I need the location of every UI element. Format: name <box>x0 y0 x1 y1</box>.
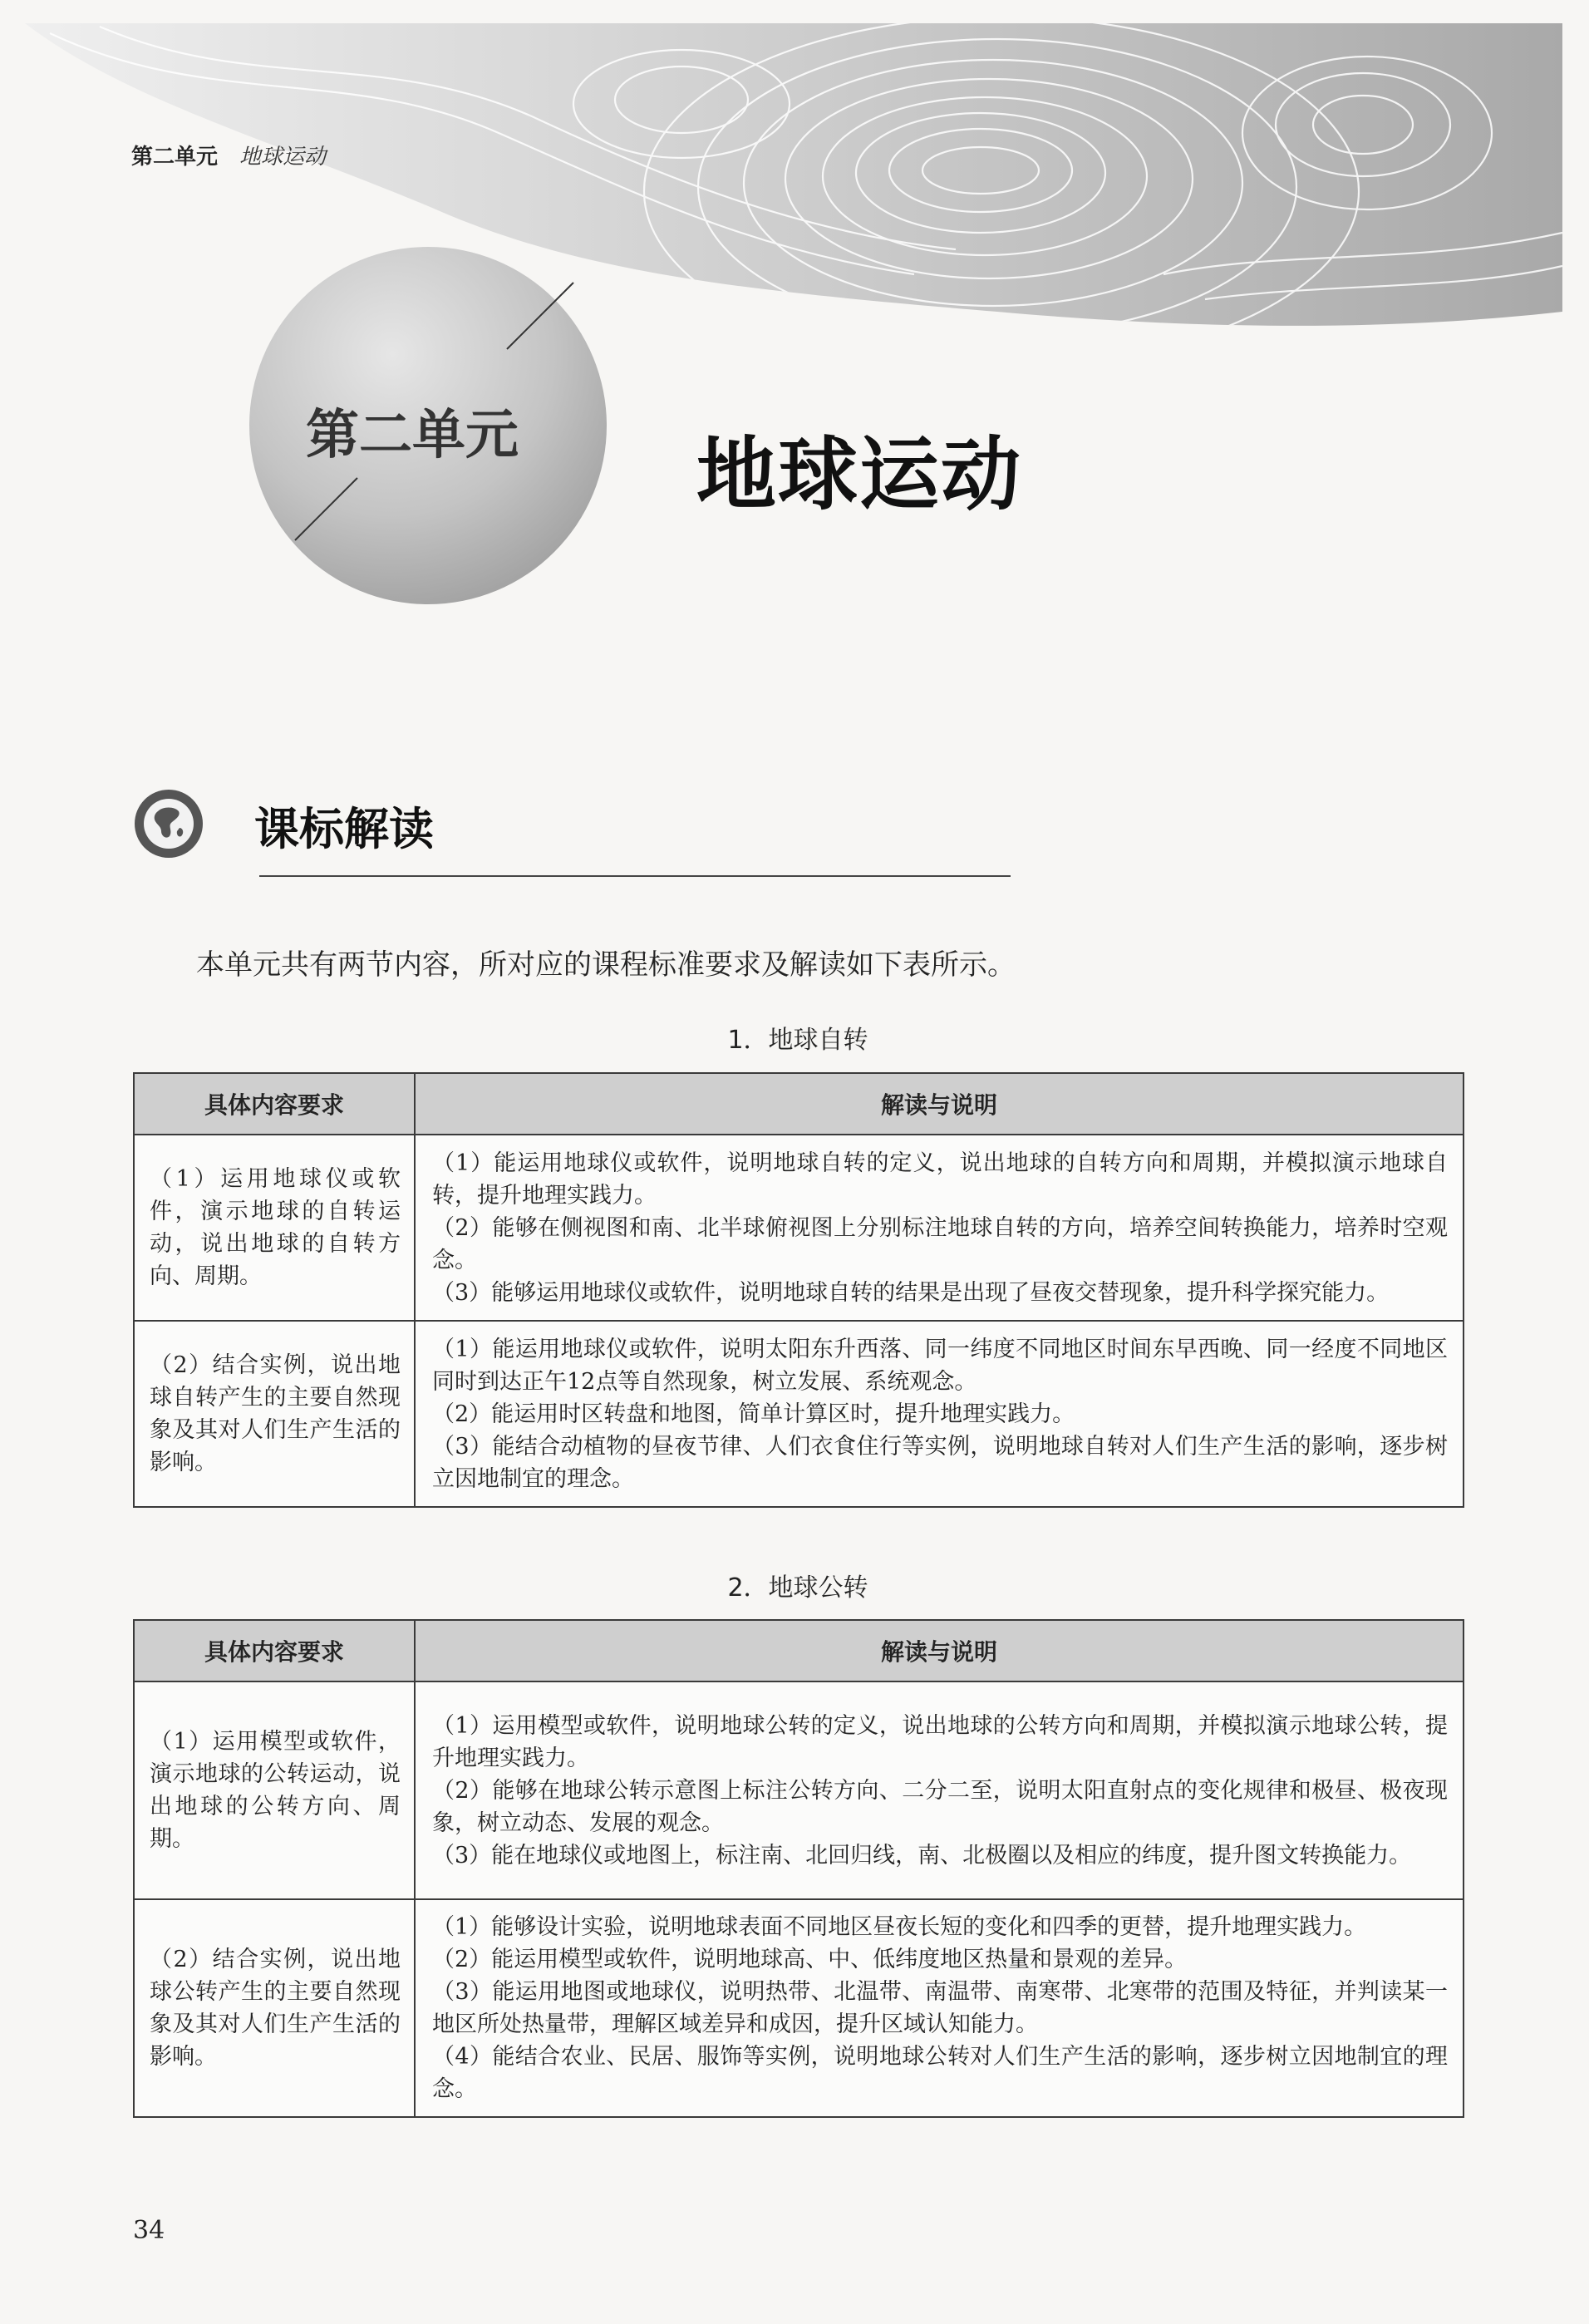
explanation-cell <box>415 1321 1464 1507</box>
table2-caption: 2．地球公转 <box>727 1573 868 1603</box>
table-row <box>134 1681 1464 1899</box>
explanation-item: （3）能在地球仪或地图上，标注南、北回归线，南、北极圈以及相应的纬度，提升图文转换能力。 <box>432 1842 1412 1869</box>
explanation-item: （3）能结合动植物的昼夜节律、人们衣食住行等实例，说明地球自转对人们生产生活的影响，逐步树立因地制宜的理念。 <box>432 1433 1448 1492</box>
explanation-item: （3）能够运用地球仪或软件，说明地球自转的结果是出现了昼夜交替现象，提升科学探究能力。 <box>432 1279 1390 1306</box>
requirement-cell: （1）运用模型或软件，演示地球的公转运动，说出地球的公转方向、周期。 <box>134 1681 415 1899</box>
explanation-item: （1）能运用地球仪或软件，说明地球自转的定义，说出地球的自转方向和周期，并模拟演示地球自转，提升地理实践力。 <box>432 1150 1448 1209</box>
explanation-cell <box>415 1135 1464 1321</box>
explanation-cell <box>415 1899 1464 2117</box>
explanation-item: （4）能结合农业、民居、服饰等实例，说明地球公转对人们生产生活的影响，逐步树立因地制宜的理念。 <box>432 2044 1448 2102</box>
page-number: 34 <box>133 2216 165 2245</box>
contour-band <box>25 23 1562 326</box>
column-header-explanation: 解读与说明 <box>415 1620 1464 1681</box>
table-row <box>134 1899 1464 2117</box>
column-header-explanation: 解读与说明 <box>415 1073 1464 1135</box>
table2 <box>133 1619 1464 2118</box>
explanation-item: （2）能运用时区转盘和地图，简单计算区时，提升地理实践力。 <box>432 1401 1075 1427</box>
table-row <box>134 1321 1464 1507</box>
explanation-cell <box>415 1681 1464 1899</box>
running-header-unit: 第二单元 <box>131 145 219 170</box>
explanation-item: （2）能够在地球公转示意图上标注公转方向、二分二至，说明太阳直射点的变化规律和极昼、极夜现象，树立动态、发展的观念。 <box>432 1777 1448 1836</box>
unit-title: 地球运动 <box>696 428 1022 521</box>
explanation-item: （2）能运用模型或软件，说明地球高、中、低纬度地区热量和景观的差异。 <box>432 1947 1188 1972</box>
requirement-cell: （2）结合实例，说出地球公转产生的主要自然现象及其对人们生产生活的影响。 <box>134 1899 415 2117</box>
chapter-banner <box>0 0 1589 632</box>
table-header-row <box>134 1620 1464 1681</box>
explanation-item: （1）能够设计实验，说明地球表面不同地区昼夜长短的变化和四季的更替，提升地理实践力。 <box>432 1914 1367 1940</box>
table-header-row <box>134 1073 1464 1135</box>
running-header-subtitle: 地球运动 <box>239 145 327 170</box>
explanation-item: （1）能运用地球仪或软件，说明太阳东升西落、同一纬度不同地区时间东早西晚、同一经度不同地区同时到达正午12点等自然现象，树立发展、系统观念。 <box>432 1336 1448 1395</box>
section-divider <box>259 875 1011 877</box>
intro-paragraph: 本单元共有两节内容，所对应的课程标准要求及解读如下表所示。 <box>196 948 1016 982</box>
globe-icon <box>133 788 204 859</box>
column-header-requirement: 具体内容要求 <box>134 1620 415 1681</box>
explanation-item: （2）能够在侧视图和南、北半球俯视图上分别标注地球自转的方向，培养空间转换能力，培养时空观念。 <box>432 1214 1448 1273</box>
requirement-cell: （2）结合实例，说出地球自转产生的主要自然现象及其对人们生产生活的影响。 <box>134 1321 415 1507</box>
requirement-cell: （1）运用地球仪或软件，演示地球的自转运动，说出地球的自转方向、周期。 <box>134 1135 415 1321</box>
column-header-requirement: 具体内容要求 <box>134 1073 415 1135</box>
table-row <box>134 1135 1464 1321</box>
running-header <box>131 140 326 170</box>
section-title: 课标解读 <box>254 803 434 855</box>
unit-label: 第二单元 <box>306 405 519 466</box>
explanation-item: （3）能运用地图或地球仪，说明热带、北温带、南温带、南寒带、北寒带的范围及特征，并判读某一地区所处热量带，理解区域差异和成因，提升区域认知能力。 <box>432 1979 1448 2037</box>
table1-caption: 1．地球自转 <box>727 1026 868 1055</box>
table1 <box>133 1072 1464 1508</box>
explanation-item: （1）运用模型或软件，说明地球公转的定义，说出地球的公转方向和周期，并模拟演示地球公转，提升地理实践力。 <box>432 1712 1448 1771</box>
